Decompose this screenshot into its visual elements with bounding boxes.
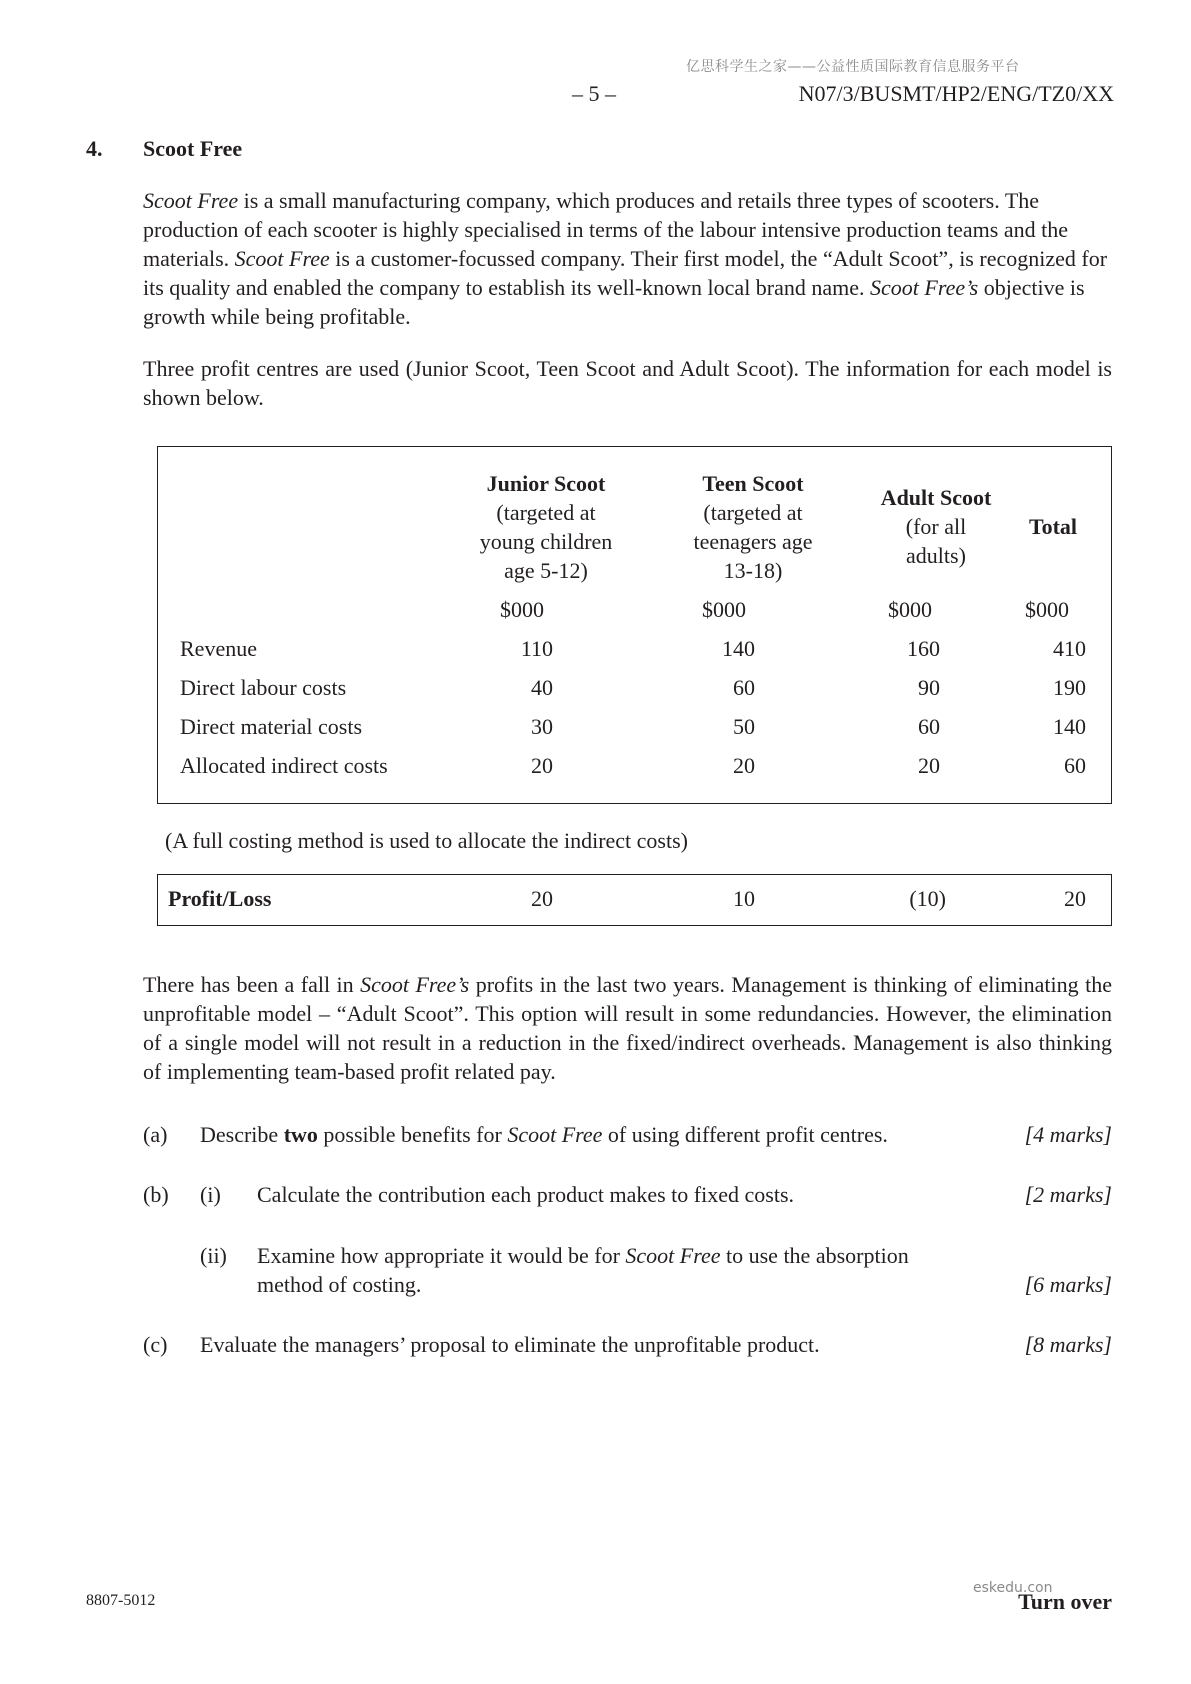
cost-table [157, 446, 1112, 804]
col-head-adult [851, 483, 1021, 570]
text-run: is a customer-focussed company. Their first model, the “Adult Scoot”, is recognized for its quality and enabled the company to establish its well-known local brand name. [143, 246, 1108, 300]
part-c-label: (c) [143, 1332, 168, 1357]
question-title: Scoot Free [143, 136, 243, 161]
footer-code: 8807-5012 [86, 1592, 156, 1609]
unit-teen: $000 [702, 597, 746, 622]
bold-run: two [283, 1122, 318, 1147]
part-b-label: (b) [143, 1182, 169, 1207]
context-paragraph [143, 970, 1112, 1086]
cell-value: 190 [1053, 675, 1086, 700]
col-head-sub: (targeted at [703, 500, 803, 525]
cell-value: 140 [1053, 714, 1086, 739]
unit-adult: $000 [888, 597, 932, 622]
text-run: of using different profit centres. [602, 1122, 888, 1147]
cell-value: 50 [733, 714, 755, 739]
cell-value: 20 [733, 753, 755, 778]
row-label: Revenue [180, 636, 257, 661]
col-head-name: Adult Scoot [880, 485, 992, 510]
profit-value: 10 [733, 886, 755, 911]
italic-run: Scoot Free [625, 1243, 721, 1268]
cell-value: 60 [733, 675, 755, 700]
part-b-i-text: Calculate the contribution each product makes to fixed costs. [257, 1182, 795, 1207]
profit-loss-row [157, 874, 1112, 926]
text-run: possible benefits for [317, 1122, 508, 1147]
footer-watermark: eskedu.con [973, 1580, 1053, 1596]
profit-loss-label: Profit/Loss [168, 886, 272, 911]
cell-value: 160 [907, 636, 940, 661]
part-b-i-label: (i) [200, 1182, 221, 1207]
col-head-name: Junior Scoot [486, 471, 606, 496]
page-number: – 5 – [572, 81, 616, 106]
cell-value: 140 [722, 636, 755, 661]
part-a-label: (a) [143, 1122, 168, 1147]
part-b-ii-label: (ii) [200, 1243, 227, 1268]
col-head-junior [456, 469, 636, 585]
col-head-sub: adults) [906, 543, 966, 568]
col-head-name: Teen Scoot [702, 471, 804, 496]
text-run: is a small manufacturing company, which produces and retails three types of scooters. The production of each scooter is highly specialised in terms of the labour intensive production teams and the materials. [143, 188, 1068, 271]
part-b-i-marks: [2 marks] [1024, 1182, 1112, 1207]
part-b-ii-line1 [257, 1243, 909, 1269]
part-b-ii-marks: [6 marks] [1024, 1272, 1112, 1297]
profit-value: 20 [531, 886, 553, 911]
col-head-sub: age 5-12) [504, 558, 588, 583]
profit-value: (10) [909, 886, 946, 911]
cell-value: 60 [918, 714, 940, 739]
cell-value: 20 [531, 753, 553, 778]
part-c-marks: [8 marks] [1024, 1332, 1112, 1357]
cell-value: 20 [918, 753, 940, 778]
text-run: profits in the last two years. Management is thinking of eliminating the unprofitable model – “Adult Scoot”. This option will result in some redundancies. However, the elimination of a single model will not result in a reduction in the fixed/indirect overheads. Management is also thinking of implementing team-based profit related pay. [143, 972, 1112, 1084]
text-run: There has been a fall in [143, 972, 361, 997]
cell-value: 90 [918, 675, 940, 700]
text-run: Examine how appropriate it would be for [257, 1243, 626, 1268]
intro-paragraph [143, 186, 1112, 331]
row-label: Allocated indirect costs [180, 753, 388, 778]
part-a-text [200, 1122, 888, 1148]
part-b-ii-line2: method of costing. [257, 1272, 422, 1297]
cell-value: 30 [531, 714, 553, 739]
profit-value: 20 [1064, 886, 1086, 911]
text-run: to use the absorption [720, 1243, 909, 1268]
text-run: Describe [200, 1122, 284, 1147]
col-head-total [1003, 512, 1103, 541]
header-watermark: 亿思科学生之家——公益性质国际教育信息服务平台 [686, 59, 1020, 75]
cell-value: 410 [1053, 636, 1086, 661]
profit-centres-paragraph: Three profit centres are used (Junior Scoot, Teen Scoot and Adult Scoot). The information for each model is shown below. [143, 356, 1112, 410]
cell-value: 110 [520, 636, 553, 661]
row-label: Direct material costs [180, 714, 363, 739]
part-c-text: Evaluate the managers’ proposal to eliminate the unprofitable product. [200, 1332, 820, 1357]
paper-code: N07/3/BUSMT/HP2/ENG/TZ0/XX [798, 81, 1114, 106]
italic-run: Scoot Free’s [360, 972, 470, 997]
col-head-sub: young children [479, 529, 613, 554]
question-number: 4. [86, 136, 103, 161]
col-head-sub: (for all [905, 514, 967, 539]
italic-run: Scoot Free [143, 188, 239, 213]
col-head-name: Total [1028, 514, 1078, 539]
col-head-sub: 13-18) [723, 558, 783, 583]
text-run: objective is growth while being profitable. [143, 275, 1085, 329]
italic-run: Scoot Free [507, 1122, 603, 1147]
turn-over: Turn over [1018, 1589, 1112, 1614]
costing-note: (A full costing method is used to allocate the indirect costs) [165, 828, 688, 853]
col-head-teen [663, 469, 843, 585]
part-a-marks: [4 marks] [1024, 1122, 1112, 1147]
col-head-sub: teenagers age [693, 529, 813, 554]
cell-value: 40 [531, 675, 553, 700]
unit-total: $000 [1025, 597, 1069, 622]
italic-run: Scoot Free’s [870, 275, 979, 300]
unit-junior: $000 [500, 597, 544, 622]
cell-value: 60 [1064, 753, 1086, 778]
italic-run: Scoot Free [234, 246, 330, 271]
row-label: Direct labour costs [180, 675, 347, 700]
col-head-sub: (targeted at [496, 500, 596, 525]
